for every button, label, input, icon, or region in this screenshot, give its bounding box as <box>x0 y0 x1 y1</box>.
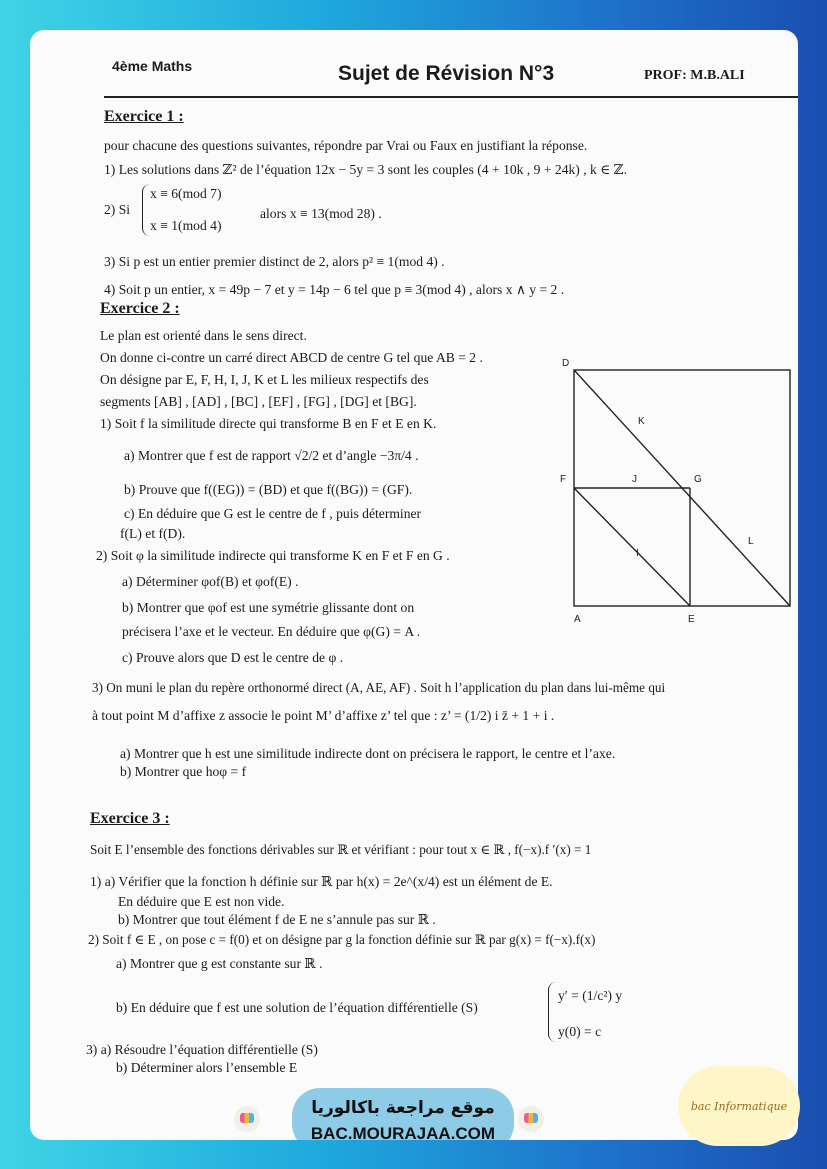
ex2-question-2b-line-2: précisera l’axe et le vecteur. En déduire que φ(G) = A . <box>122 624 421 639</box>
system-brace <box>142 184 150 236</box>
ex3-question-1a-line-2: En déduire que E est non vide. <box>118 894 285 909</box>
ex2-question-3-line-2: à tout point M d’affixe z associe le point M’ d’affixe z’ tel que : z’ = (1/2) i z̄ + 1 + i . <box>92 708 555 723</box>
ex2-question-2b-line-1: b) Montrer que φof est une symétrie glissante dont on <box>122 600 415 615</box>
geometry-diagram <box>560 352 798 642</box>
segment-fe <box>574 488 690 606</box>
ex2-line-3: On désigne par E, F, H, I, J, K et L les milieux respectifs des <box>100 372 429 387</box>
ex1-question-3: 3) Si p est un entier premier distinct de 2, alors p² ≡ 1(mod 4) . <box>104 254 445 269</box>
ex1-system-line-2: x ≡ 1(mod 4) <box>150 218 222 233</box>
left-logo-icon <box>234 1106 260 1132</box>
ex2-question-1c-line-2: f(L) et f(D). <box>120 526 186 541</box>
document-title: Sujet de Révision N°3 <box>338 62 555 85</box>
square-figure <box>560 352 798 642</box>
ex2-question-1b: b) Prouve que f((EG)) = (BD) et que f((BG)) = (GF). <box>124 482 413 497</box>
ex3-equation-line-2: y(0) = c <box>558 1024 602 1039</box>
bac-informatique-logo <box>678 1066 800 1146</box>
ex3-question-3b: b) Déterminer alors l’ensemble E <box>116 1060 298 1075</box>
ex1-intro: pour chacune des questions suivantes, répondre par Vrai ou Faux en justifiant la réponse. <box>104 138 588 153</box>
ex2-question-2c: c) Prouve alors que D est le centre de φ . <box>122 650 344 665</box>
label-k: K <box>638 416 645 427</box>
label-j: J <box>632 474 637 485</box>
exercise-1-title: Exercice 1 : <box>104 108 184 125</box>
document-page <box>30 30 798 1140</box>
ex1-system-line-1: x ≡ 6(mod 7) <box>150 186 222 201</box>
label-i: I <box>636 548 639 559</box>
ex1-question-2-conclusion: alors x ≡ 13(mod 28) . <box>260 206 382 221</box>
ex2-question-1a: a) Montrer que f est de rapport √2/2 et d’angle −3π/4 . <box>124 448 419 463</box>
ex3-equation-line-1: y′ = (1/c²) y <box>558 988 623 1003</box>
ex1-question-1: 1) Les solutions dans ℤ² de l’équation 12x − 5y = 3 sont les couples (4 + 10k , 9 + 24k) , k ∈ ℤ. <box>104 162 628 177</box>
ex2-line-1: Le plan est orienté dans le sens direct. <box>100 328 307 343</box>
equation-brace <box>548 982 556 1042</box>
ex2-question-3a: a) Montrer que h est une similitude indirecte dont on précisera le rapport, le centre et l’axe. <box>120 746 616 761</box>
label-l: L <box>748 536 754 547</box>
label-e: E <box>688 614 695 625</box>
ex2-question-1c-line-1: c) En déduire que G est le centre de f , puis déterminer <box>124 506 422 521</box>
class-level: 4ème Maths <box>112 58 193 74</box>
ex2-question-2: 2) Soit φ la similitude indirecte qui transforme K en F et F en G . <box>96 548 450 563</box>
ex3-question-2a: a) Montrer que g est constante sur ℝ . <box>116 956 323 971</box>
ex1-question-2-label: 2) Si <box>104 202 131 217</box>
site-url-link[interactable]: BAC.MOURAJAA.COM <box>310 1124 496 1140</box>
right-logo-icon <box>518 1106 544 1132</box>
ex1-question-4: 4) Soit p un entier, x = 49p − 7 et y = 14p − 6 tel que p ≡ 3(mod 4) , alors x ∧ y = 2 . <box>104 282 565 297</box>
header-divider <box>104 96 798 98</box>
site-name-arabic: موقع مراجعة باكالوريا <box>311 1098 495 1118</box>
ex3-question-1b: b) Montrer que tout élément f de E ne s’annule pas sur ℝ . <box>118 912 436 927</box>
ex2-question-3-line-1: 3) On muni le plan du repère orthonormé direct (A, AE, AF) . Soit h l’application du plan dans lui-même qui <box>92 680 666 695</box>
ex3-question-2b: b) En déduire que f est une solution de l’équation différentielle (S) <box>116 1000 478 1015</box>
label-d: D <box>562 358 570 369</box>
ex2-line-2: On donne ci-contre un carré direct ABCD de centre G tel que AB = 2 . <box>100 350 483 365</box>
ex2-question-2a: a) Déterminer φof(B) et φof(E) . <box>122 574 299 589</box>
teacher-name: PROF: M.B.ALI <box>644 68 745 83</box>
ex2-question-1: 1) Soit f la similitude directe qui transforme B en F et E en K. <box>100 416 437 431</box>
ex3-question-2: 2) Soit f ∈ E , on pose c = f(0) et on désigne par g la fonction définie sur ℝ par g(x) = f(−x).f(x) <box>88 932 596 947</box>
label-f: F <box>560 474 567 485</box>
label-g: G <box>694 474 702 485</box>
ex2-question-3b: b) Montrer que hoφ = f <box>120 764 247 779</box>
exercise-3-title: Exercice 3 : <box>90 810 170 827</box>
ex3-intro: Soit E l’ensemble des fonctions dérivables sur ℝ et vérifiant : pour tout x ∈ ℝ , f(−x).f ′(x) = 1 <box>90 842 592 857</box>
exercise-2-title: Exercice 2 : <box>100 300 180 317</box>
label-a: A <box>574 614 581 625</box>
brand-text: bac Informatique <box>690 1100 788 1113</box>
site-badge[interactable] <box>292 1088 514 1140</box>
ex2-line-4: segments [AB] , [AD] , [BC] , [EF] , [FG] , [DG] et [BG]. <box>100 394 417 409</box>
ex3-question-1a: 1) a) Vérifier que la fonction h définie sur ℝ par h(x) = 2e^(x/4) est un élément de E. <box>90 874 553 889</box>
ex3-question-3a: 3) a) Résoudre l’équation différentielle (S) <box>86 1042 318 1057</box>
